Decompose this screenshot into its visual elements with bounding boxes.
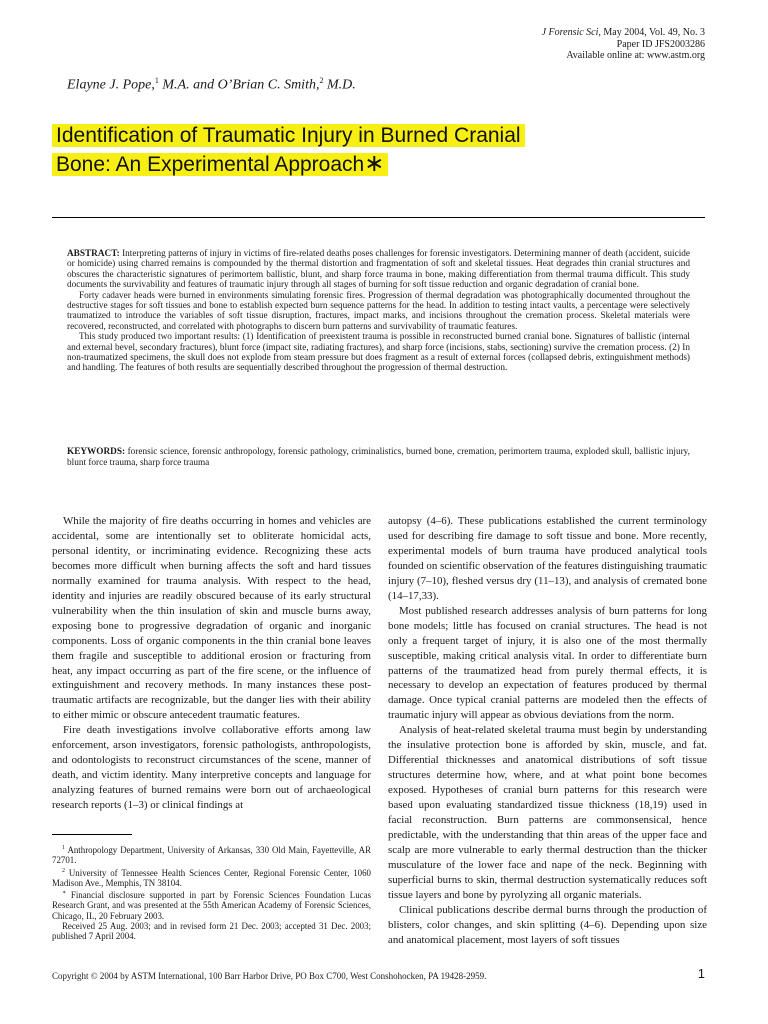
copyright-notice: Copyright © 2004 by ASTM International, 100 Barr Harbor Drive, PO Box C700, West Conshohocken, PA 19428-2959. [52, 971, 487, 981]
title-footnote-mark: ∗ [364, 150, 385, 177]
abstract [67, 249, 690, 374]
body-paragraph: autopsy (4–6). These publications established the current terminology used for describing fire damage to soft tissue and bone. More recently, experimental models of burn trauma have produced analytical tools founded on scientific observation of the features distinguishing traumatic injury (7–10), fleshed versus dry (11–13), and analysis of cremated bone (14–17,33). [388, 515, 707, 602]
body-paragraph: Most published research addresses analysis of burn patterns for long bone models; little has focused on cranial structures. The head is not only a frequent target of injury, it is also one of the most thermally susceptible, making critical analysis vital. In order to differentiate burn patterns of the traumatized head from purely thermal effects, it is necessary to develop an expectation of features produced by thermal damage. Once typical cranial patterns are modeled then the effects of traumatic injury will appear as obvious deviations from the norm. [388, 604, 707, 722]
abstract-paragraph-1 [67, 249, 690, 291]
body-paragraph: While the majority of fire deaths occurring in homes and vehicles are accidental, some are intentionally set to obliterate homicidal acts, personal identity, or incriminating evidence. Recognizing these acts becomes more difficult when burning affects the soft and hard tissues normally examined for trauma analysis. With respect to the head, identity and injuries are readily obscured because of its early structural vulnerability when the thin insulation of skin and muscle burns away, exposing bone to progressive degradation of organic and inorganic components. Loss of organic components in the thin cranial bone leaves them fragile and susceptible to additional erosion or fracturing from heat, any impact occurring as part of the fire scene, or the influence of extinguishment and recovery methods. In many instances these post-traumatic artifacts are recognizable, but the danger lies with their ability to either mimic or obscure antecedent traumatic features. [52, 515, 371, 722]
author-1: Elayne J. Pope, [67, 77, 155, 93]
footnote-2-text: University of Tennessee Health Sciences Center, Regional Forensic Center, 1060 Madison Ave., Memphis, TN 38104. [52, 867, 371, 888]
author-1-affiliation-mark: 1 [154, 76, 159, 85]
footnote-2 [52, 866, 371, 889]
journal-citation [542, 27, 705, 39]
author-2-affiliation-mark: 2 [319, 76, 324, 85]
keywords [67, 447, 690, 469]
author-line [67, 76, 356, 94]
body-paragraph: Fire death investigations involve collaborative efforts among law enforcement, arson investigators, forensic pathologists, anthropologists, and odontologists to reconstruct circumstances of the scene, manner of death, and victim identity. Many interpretive concepts and language for analyzing features of burned remains were born out of archaeological research reports (1–3) or clinical findings at [52, 724, 371, 812]
journal-name: J Forensic Sci, [541, 27, 601, 38]
body-paragraph: Analysis of heat-related skeletal trauma must begin by understanding the insulative protection bone is afforded by skin, muscle, and fat. Differential thicknesses and anatomical distributions of soft tissue structures determine how, where, and at what point bone becomes exposed. Hypotheses of cranial burn patterns for this research were based upon evaluating standardized tissue thickness (18,19) used in facial reconstruction. Burn patterns are commonsensical, hence predictable, with the understanding that thin areas of the upper face and scalp are more vulnerable to early thermal destruction than the thicker musculature of the lower face and nape of the neck. Beginning with superficial burns to skin, thermal destruction systematically reduces soft tissue layers and bone by pyrolyzing all organic materials. [388, 724, 707, 901]
footnote-1-mark: 1 [62, 845, 65, 851]
title-line-2 [52, 150, 388, 177]
paper-title [52, 122, 572, 179]
paper-id: Paper ID JFS2003286 [616, 38, 705, 50]
keywords-label: KEYWORDS: [67, 447, 126, 457]
title-line-1: Identification of Traumatic Injury in Burned Cranial [52, 124, 525, 147]
abstract-paragraph-2: Forty cadaver heads were burned in environments simulating forensic fires. Progression of thermal degradation was photographically documented throughout the destructive stages for soft tissues and bone to establish expected burn sequence patterns for the head. In addition to testing intact vaults, a percentage were selectively traumatized to introduce the variables of soft tissue disruption, fractures, impact marks, and incisions throughout the cremation process. Skeletal materials were recovered, reconstructed, and correlated with photographs to discern burn patterns and survivability of traumatic features. [67, 290, 690, 332]
title-line-2-text: Bone: An Experimental Approach [56, 153, 365, 176]
journal-header [542, 27, 705, 62]
footnote-2-mark: 2 [62, 867, 65, 874]
body-column-right [388, 514, 707, 948]
footnote-3-text: Financial disclosure supported in part by Forensic Sciences Foundation Lucas Research Grant, and was presented at the 55th American Academy of Forensic Sciences, Chicago, IL, 20 February 2003. [52, 890, 371, 921]
footnote-divider [52, 834, 132, 835]
footnote-3 [52, 888, 371, 921]
author-2-degree: M.D. [323, 77, 356, 93]
author-2: M.A. and O’Brian C. Smith, [158, 77, 320, 93]
title-divider [52, 217, 705, 218]
received-dates: Received 25 Aug. 2003; and in revised form 21 Dec. 2003; accepted 31 Dec. 2003; published 7 April 2004. [52, 920, 371, 942]
footnotes [52, 843, 371, 942]
abstract-label: ABSTRACT: [67, 249, 120, 259]
journal-issue: May 2004, Vol. 49, No. 3 [600, 27, 705, 38]
footnote-1-text: Anthropology Department, University of Arkansas, 330 Old Main, Fayetteville, AR 72701. [52, 844, 371, 866]
footnote-3-mark: ∗ [62, 890, 67, 897]
page-number: 1 [697, 966, 705, 981]
body-paragraph: Clinical publications describe dermal burns through the production of blisters, color changes, and skin splitting (4–6). Depending upon size and anatomical placement, most layers of soft tissues [388, 903, 707, 946]
online-availability: Available online at: www.astm.org [566, 50, 705, 62]
abstract-paragraph-3: This study produced two important results: (1) Identification of preexistent trauma is possible in reconstructed burned cranial bone. Signatures of ballistic (internal and external bevel, secondary fractures), blunt force (impact site, radiating fractures), and sharp force (incisions, stabs, sectioning) survive the cremation process. (2) In non-traumatized specimens, the skull does not explode from steam pressure but does fragment as a result of external forces (collapsed debris, extinguishment methods) and handling. The features of both results are sequentially described throughout the progression of thermal destruction. [67, 332, 690, 374]
abstract-text-1: Interpreting patterns of injury in victims of fire-related deaths poses challenges for forensic investigators. Determining manner of death (accident, suicide or homicide) using charred remains is compounded by the thermal distortion and fragmentation of soft and skeletal tissues. Heat degrades thin cranial structures and obscures the characteristic signatures of perimortem ballistic, blunt, and sharp force trauma in bone, making differentiation from thermal trauma difficult. This study documents the survivability and features of traumatic injury through all stages of burning for soft tissue reduction and organic degradation of cranial bone. [67, 249, 691, 291]
keywords-text: forensic science, forensic anthropology, forensic pathology, criminalistics, burned bone, cremation, perimortem trauma, exploded skull, ballistic injury, blunt force trauma, sharp force trauma [67, 447, 690, 468]
body-column-left [52, 514, 371, 813]
footnote-1 [52, 843, 371, 866]
